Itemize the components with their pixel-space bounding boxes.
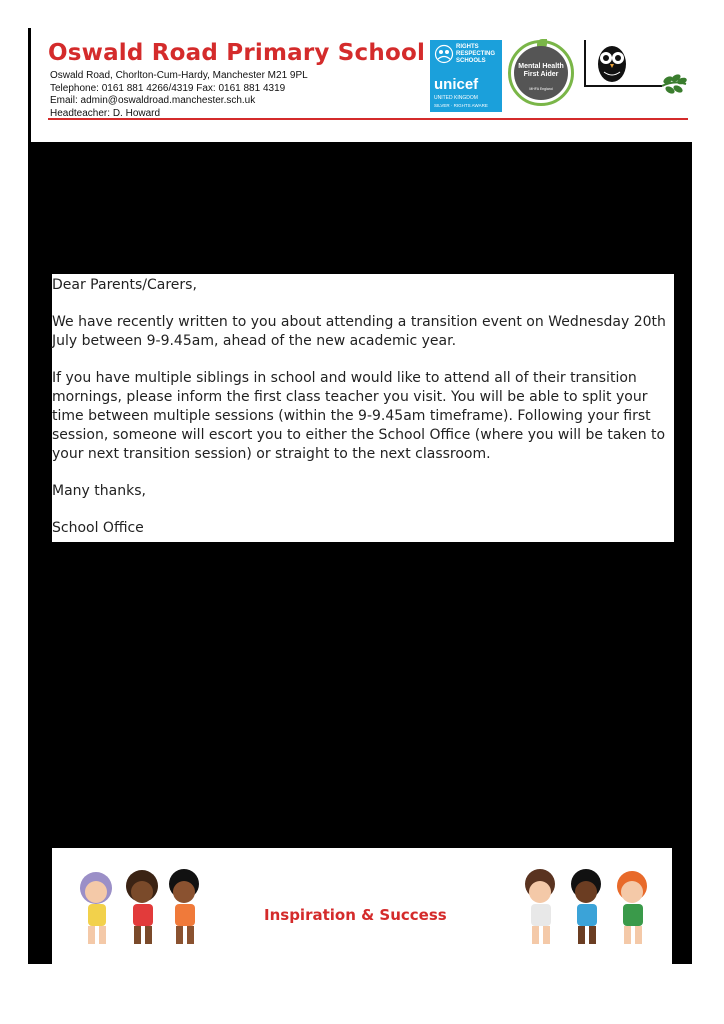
headteacher-line: Headteacher: D. Howard: [50, 107, 161, 119]
children-illustration-icon: [512, 862, 658, 952]
redaction-block: [30, 274, 52, 542]
redaction-block: [30, 542, 692, 848]
unicef-rrs-logo: [430, 40, 502, 112]
rrs-line-3: SCHOOLS: [456, 58, 486, 64]
redaction-block: [30, 142, 692, 274]
email-line: Email: admin@oswaldroad.manchester.sch.uk: [50, 95, 256, 106]
school-name: Oswald Road Primary School: [48, 40, 426, 66]
paragraph-1: We have recently written to you about attending a transition event on Wednesday 20th July between 9-9.45am, ahead of the new academic year.: [52, 314, 666, 349]
unicef-award: SILVER · RIGHTS AWARE: [434, 103, 488, 108]
globe-icon: [434, 44, 454, 64]
letterhead: [30, 36, 690, 122]
header-divider: [48, 118, 688, 120]
rrs-line-2: RESPECTING: [456, 51, 496, 57]
address-line: Oswald Road, Chorlton-Cum-Hardy, Manchester M21 9PL: [50, 70, 308, 81]
rrs-text: [456, 44, 495, 65]
salutation: Dear Parents/Carers,: [52, 277, 197, 293]
mental-health-first-aider-logo: [508, 40, 574, 106]
mh-title: [514, 63, 568, 79]
owl-icon: [582, 40, 690, 100]
children-illustration-icon: [66, 862, 212, 952]
redaction-block: [672, 848, 692, 964]
mh-sub: MHFA England: [529, 87, 553, 91]
redaction-block: [674, 274, 692, 542]
paragraph-2: If you have multiple siblings in school and would like to attend all of their transition mornings, please inform the first class teacher you visit. You will be able to split your time between multiple sessions (within the 9-9.45am timeframe). Following your first session, someone will escort you to either the School Office (where you will be taken to your next transition session) or straight to the next classroom.: [52, 370, 666, 462]
telephone-line: Telephone: 0161 881 4266/4319 Fax: 0161 881 4319: [50, 82, 286, 94]
unicef-country: UNITED KINGDOM: [434, 95, 478, 101]
rrs-line-1: RIGHTS: [456, 44, 479, 50]
mh-badge: [514, 46, 568, 100]
unicef-brand: unicef: [434, 76, 479, 93]
footer-banner: [52, 848, 672, 964]
closing: Many thanks,: [52, 483, 146, 499]
mh-line-2: First Aider: [523, 71, 559, 78]
mh-line-1: Mental Health: [518, 63, 564, 70]
redaction-block: [30, 848, 52, 964]
contact-block: [50, 70, 308, 120]
signature: School Office: [52, 520, 144, 536]
letter-body: [52, 274, 674, 542]
school-motto: Inspiration & Success: [264, 906, 447, 924]
